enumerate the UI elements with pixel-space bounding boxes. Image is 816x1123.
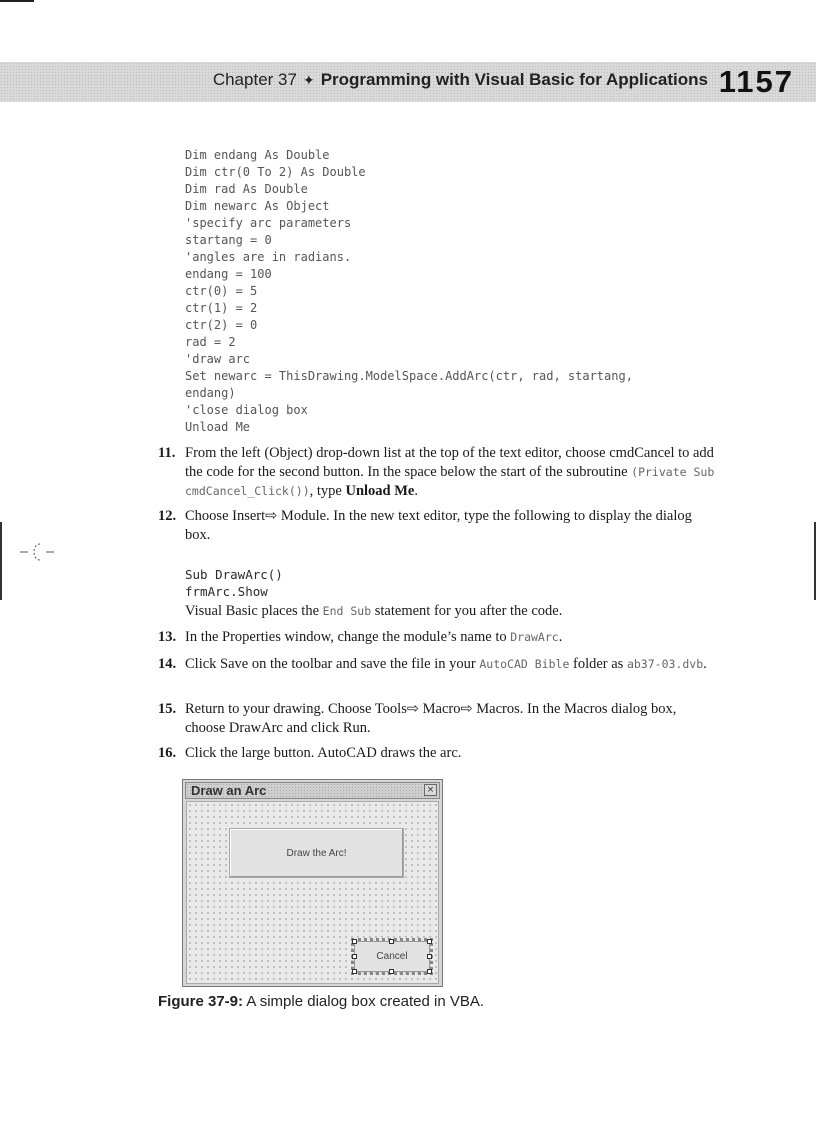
code-line: rad = 2 — [185, 335, 236, 349]
code-line: Dim endang As Double — [185, 148, 330, 162]
step-13 — [158, 628, 718, 647]
text-run: . — [703, 656, 707, 672]
chapter-number: Chapter 37 — [212, 70, 297, 89]
left-margin-rule — [0, 522, 2, 600]
step-text — [185, 655, 718, 674]
step-number: 13. — [158, 629, 177, 645]
step-number: 15. — [158, 701, 177, 717]
inline-code: AutoCAD Bible — [479, 657, 570, 671]
step-number: 12. — [158, 508, 177, 524]
dialog-title-bar[interactable] — [185, 782, 440, 799]
step-number: 16. — [158, 745, 177, 761]
text-run: , type — [309, 483, 346, 499]
page-number: 1157 — [718, 64, 794, 99]
step-16 — [158, 744, 718, 763]
text-run: Macros. In the Macros dialog box, choose DrawArc and click Run. — [185, 701, 677, 736]
code-line: Unload Me — [185, 420, 251, 434]
resize-handle[interactable] — [352, 954, 357, 959]
note-paragraph — [185, 602, 562, 621]
chapter-name: Programming with Visual Basic for Applications — [320, 70, 708, 89]
code-line: ctr(2) = 0 — [185, 318, 258, 332]
menu-arrow-icon: ⇨ — [265, 508, 278, 524]
code-line: endang = 100 — [185, 267, 272, 281]
caption-text: A simple dialog box created in VBA. — [243, 993, 485, 1010]
resize-handle[interactable] — [389, 969, 394, 974]
code-line: 'close dialog box — [185, 403, 308, 417]
resize-handle[interactable] — [352, 969, 357, 974]
text-run: . — [558, 629, 563, 645]
resize-handle[interactable] — [427, 969, 432, 974]
step-15 — [158, 700, 718, 738]
separator-glyph: ✦ — [302, 72, 315, 88]
text-run: Visual Basic places the — [185, 603, 323, 619]
step-11 — [158, 444, 718, 501]
figure-caption — [158, 993, 484, 1010]
step-text — [185, 744, 718, 763]
code-line: ctr(1) = 2 — [185, 301, 258, 315]
step-text — [185, 700, 718, 738]
figure-label: Figure 37-9: — [158, 993, 244, 1010]
step-number: 11. — [158, 445, 176, 461]
step-text — [185, 507, 718, 545]
code-line: Dim ctr(0 To 2) As Double — [185, 165, 366, 179]
code-line: Dim rad As Double — [185, 182, 308, 196]
code-line: Dim newarc As Object — [185, 199, 330, 213]
chapter-title — [213, 70, 708, 90]
step-number: 14. — [158, 656, 177, 672]
text-run: statement for you after the code. — [371, 603, 563, 619]
code-line: 'draw arc — [185, 352, 251, 366]
text-run: In the Properties window, change the module’s name to — [185, 629, 511, 645]
resize-handle[interactable] — [352, 939, 357, 944]
text-run: folder as — [569, 656, 627, 672]
code-line: endang) — [185, 386, 236, 400]
text-run: Click the large button. AutoCAD draws the arc. — [185, 745, 462, 761]
step-text — [185, 444, 718, 501]
code-line: 'angles are in radians. — [185, 250, 352, 264]
resize-handle[interactable] — [389, 939, 394, 944]
text-run: Module. In the new text editor, type the following to display the dialog box. — [185, 508, 692, 543]
bold-text: Unload Me — [345, 483, 415, 499]
inline-code: ab37-03.dvb — [626, 657, 704, 671]
inline-code: (Private Sub cmdCancel_Click()) — [185, 465, 715, 498]
text-run: From the left (Object) drop-down list at the top of the text editor, choose cmdCancel to add the code for the second button. In the space below the start of the subroutine — [185, 445, 714, 480]
text-run: Choose Insert — [185, 508, 266, 524]
code-line: Sub DrawArc() — [185, 567, 283, 582]
step-14 — [158, 655, 718, 674]
code-line: Set newarc = ThisDrawing.ModelSpace.AddArc(ctr, rad, startang, — [185, 369, 633, 383]
step-12 — [158, 507, 718, 545]
text-run: Click Save on the toolbar and save the file in your — [185, 656, 480, 672]
text-run: . — [414, 483, 418, 499]
dialog-figure — [182, 779, 443, 987]
form-design-grid — [186, 801, 439, 984]
cancel-button[interactable]: Cancel — [354, 941, 430, 972]
resize-handle[interactable] — [427, 939, 432, 944]
text-run: Macro — [419, 701, 461, 717]
text-run: Return to your drawing. Choose Tools — [185, 701, 407, 717]
inline-code: DrawArc — [510, 630, 559, 644]
code-line: startang = 0 — [185, 233, 272, 247]
draw-arc-button[interactable]: Draw the Arc! — [229, 828, 404, 878]
code-line: frmArc.Show — [185, 584, 268, 599]
menu-arrow-icon: ⇨ — [406, 701, 419, 717]
code-listing-2 — [185, 566, 283, 600]
close-icon[interactable]: × — [424, 784, 437, 796]
resize-handle[interactable] — [427, 954, 432, 959]
step-text — [185, 628, 718, 647]
running-header — [0, 62, 816, 102]
code-line: 'specify arc parameters — [185, 216, 352, 230]
inline-code: End Sub — [322, 604, 372, 618]
margin-marker-icon — [18, 538, 58, 568]
code-listing — [185, 147, 633, 436]
menu-arrow-icon: ⇨ — [460, 701, 473, 717]
dialog-title: Draw an Arc — [191, 783, 267, 798]
top-corner-rule — [0, 0, 34, 2]
code-line: ctr(0) = 5 — [185, 284, 258, 298]
